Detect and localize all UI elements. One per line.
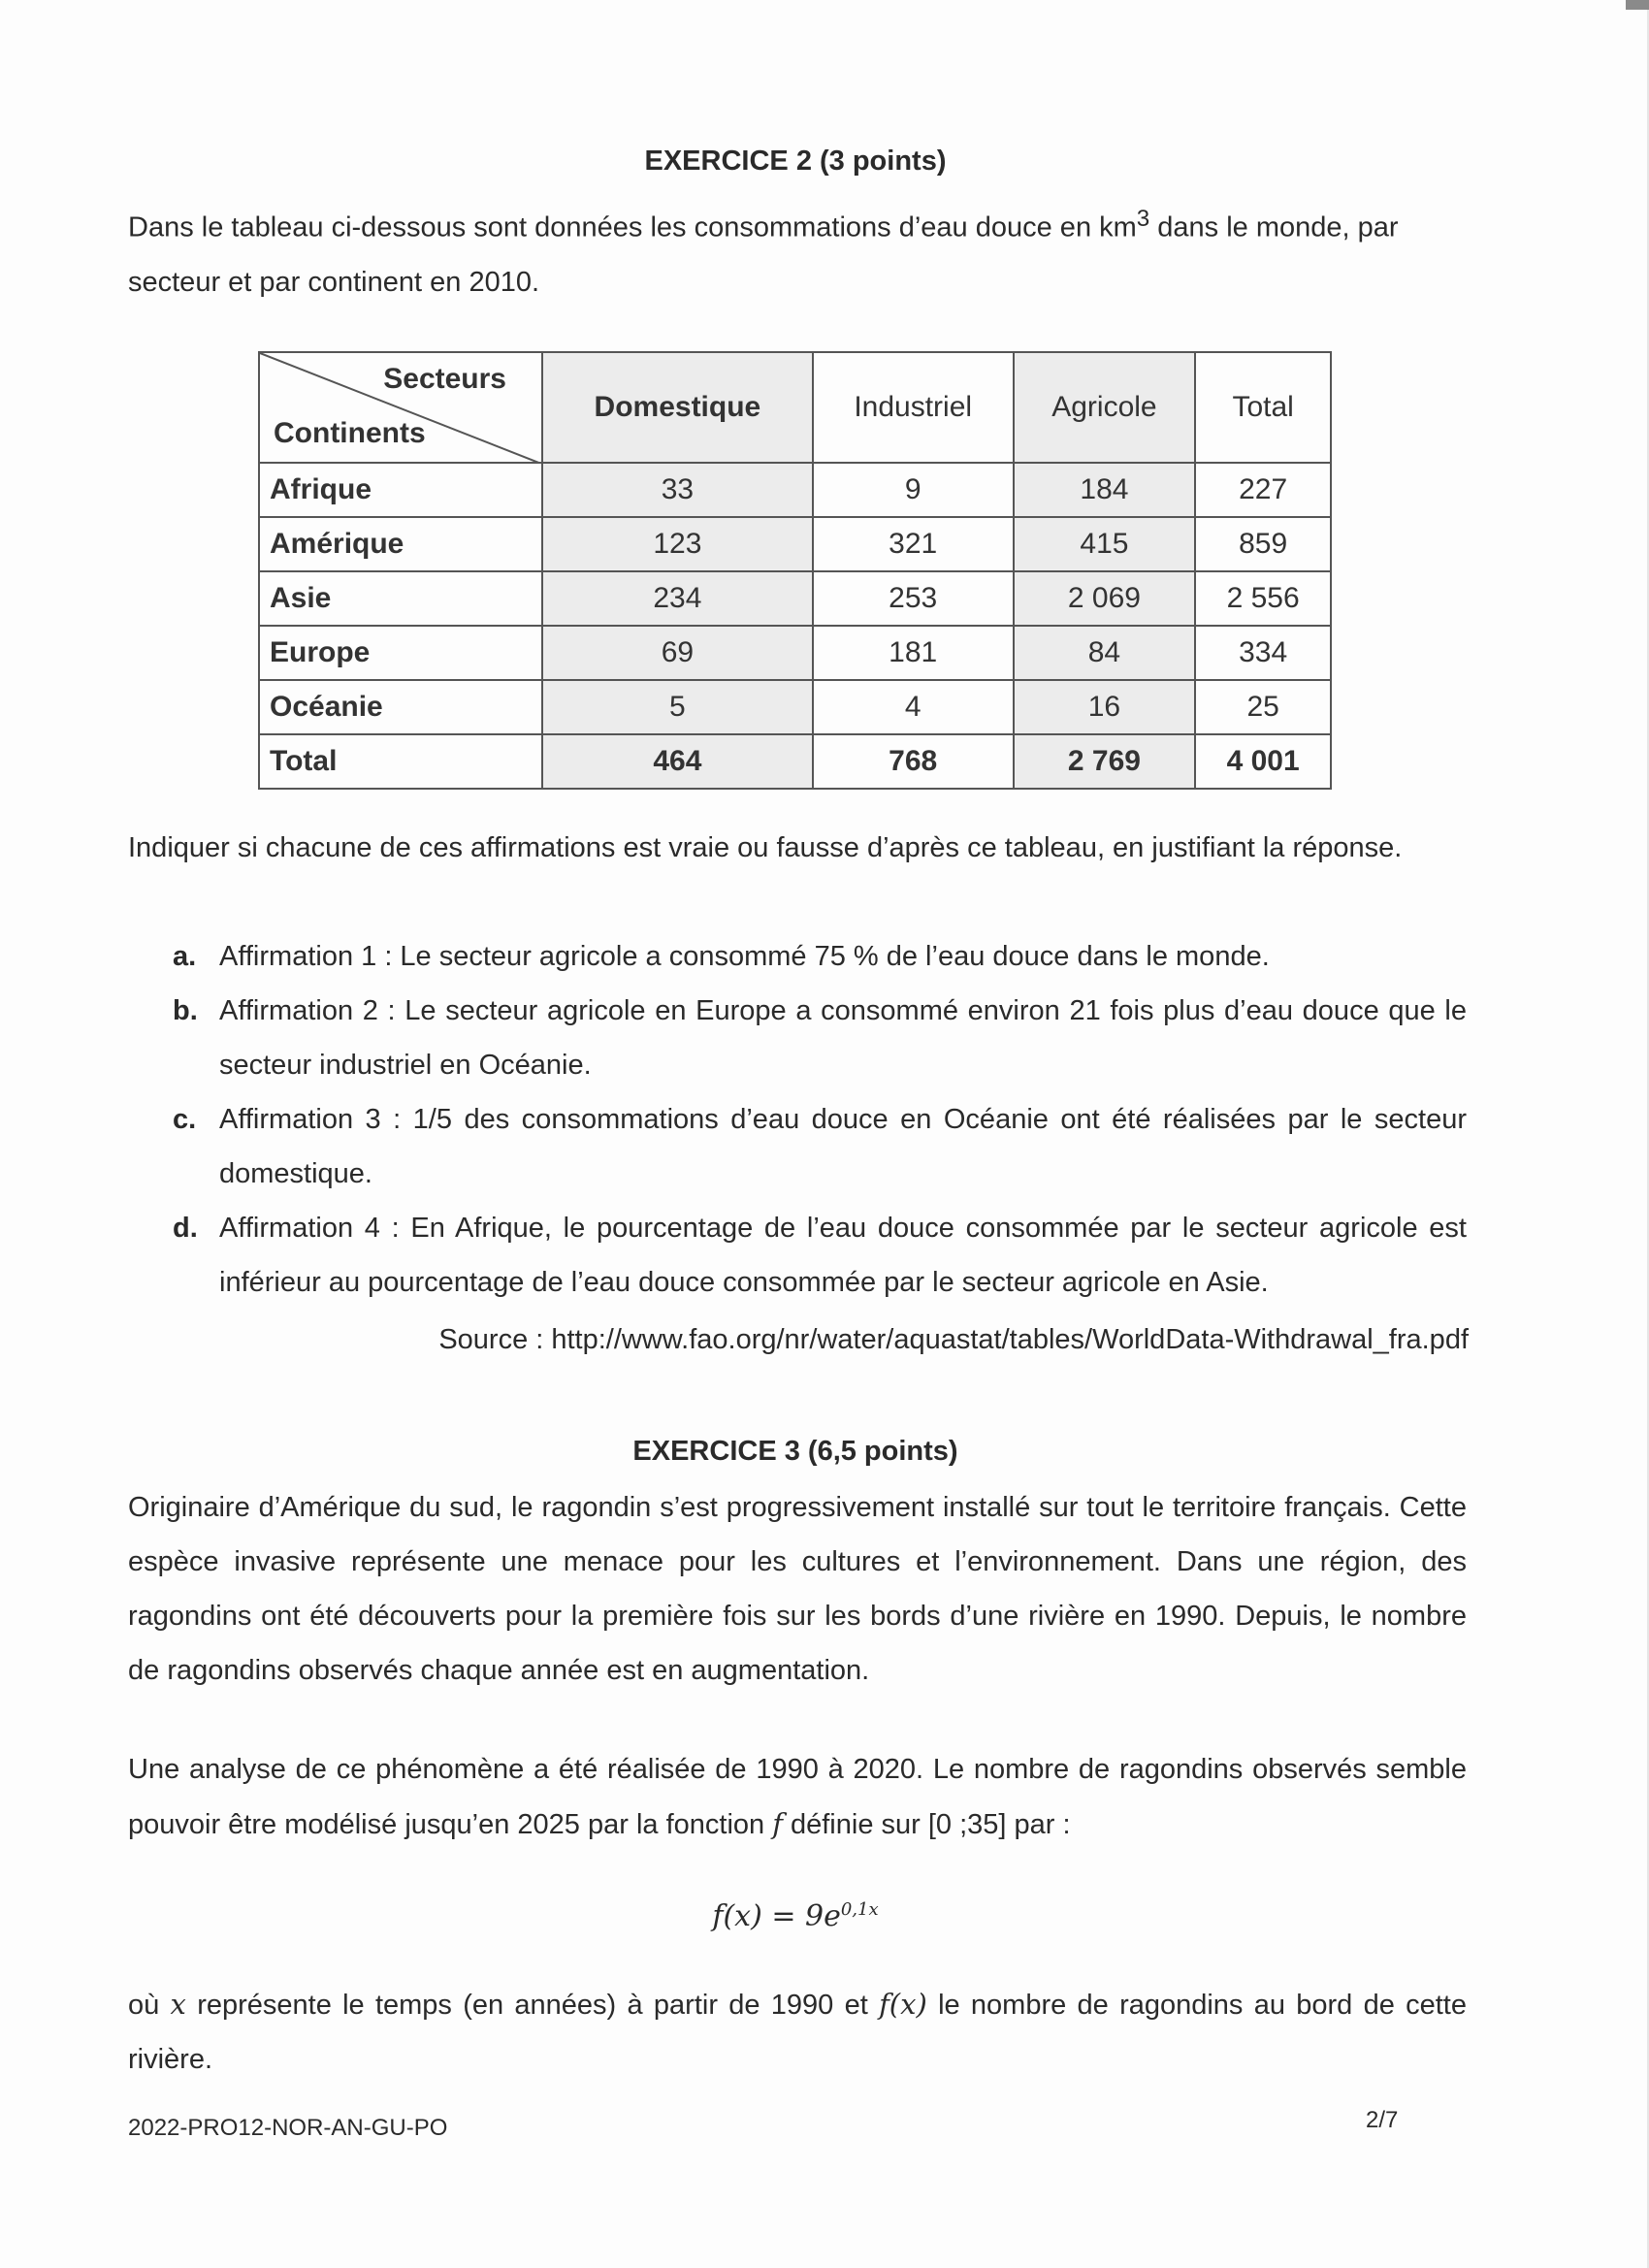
- formula: [0, 1899, 1591, 1933]
- intro-text-end: dans le monde, par secteur et par continent en 2010.: [128, 211, 1399, 298]
- table-row: [259, 463, 1331, 517]
- footer-exam-code: 2022-PRO12-NOR-AN-GU-PO: [128, 2115, 448, 2141]
- table-row: [259, 571, 1331, 626]
- statement-letter: d.: [173, 1213, 198, 1244]
- table-total-row: [259, 734, 1331, 789]
- exercise2-title: EXERCICE 2 (3 points): [644, 146, 947, 177]
- table-cell: 84: [1014, 626, 1196, 680]
- exercise3-title: EXERCICE 3 (6,5 points): [632, 1436, 958, 1467]
- table-cell: 2 769: [1014, 734, 1196, 789]
- scan-edge-artifact: [1626, 0, 1649, 10]
- table-cell: 9: [813, 463, 1014, 517]
- corner-label-continents: Continents: [274, 417, 426, 449]
- statement-item: [173, 929, 1467, 984]
- table-row: [259, 626, 1331, 680]
- exercise2-intro: [128, 192, 1467, 309]
- paragraph-text: définie sur [0 ;35] par :: [782, 1809, 1071, 1840]
- variable-x: x: [170, 1988, 186, 2021]
- corner-cell: [259, 352, 542, 463]
- formula-exponent: 0,1x: [840, 1899, 879, 1920]
- corner-label-sectors: Secteurs: [383, 363, 506, 395]
- row-label: Asie: [259, 571, 542, 626]
- table-cell: 33: [542, 463, 813, 517]
- table-cell: 321: [813, 517, 1014, 571]
- exercise3-paragraph2: [128, 1742, 1467, 1852]
- statement-text: Affirmation 4 : En Afrique, le pourcentage de l’eau douce consommée par le secteur agricole est inférieur au pourcentage de l’eau douce consommée par le secteur agricole en Asie.: [219, 1213, 1467, 1298]
- table-cell: 5: [542, 680, 813, 734]
- exercise3-paragraph3: [128, 1977, 1467, 2087]
- intro-superscript: 3: [1136, 206, 1150, 232]
- statement-letter: b.: [173, 995, 198, 1026]
- statement-letter: c.: [173, 1104, 197, 1135]
- table-cell: 464: [542, 734, 813, 789]
- statement-text: Affirmation 1 : Le secteur agricole a consommé 75 % de l’eau douce dans le monde.: [219, 941, 1270, 972]
- paragraph-text: représente le temps (en années) à partir de 1990 et: [185, 1990, 880, 2021]
- table-cell: 415: [1014, 517, 1196, 571]
- table-cell: 2 556: [1195, 571, 1331, 626]
- row-label: Europe: [259, 626, 542, 680]
- table-cell: 16: [1014, 680, 1196, 734]
- exercise2-instruction: Indiquer si chacune de ces affirmations est vraie ou fausse d’après ce tableau, en justifiant la réponse.: [128, 832, 1403, 863]
- water-consumption-table: [258, 351, 1332, 790]
- table-cell: 4: [813, 680, 1014, 734]
- table-cell: 859: [1195, 517, 1331, 571]
- table-cell: 227: [1195, 463, 1331, 517]
- statement-item: [173, 984, 1467, 1092]
- table-cell: 123: [542, 517, 813, 571]
- table-cell: 69: [542, 626, 813, 680]
- table-header-row: [259, 352, 1331, 463]
- paragraph-text: le nombre de ragondins au bord de cette rivière.: [128, 1990, 1467, 2075]
- table-row: [259, 517, 1331, 571]
- statement-letter: a.: [173, 941, 197, 972]
- source-citation: Source : http://www.fao.org/nr/water/aquastat/tables/WorldData-Withdrawal_fra.pdf: [438, 1324, 1469, 1355]
- column-header: Agricole: [1014, 352, 1196, 463]
- table-cell: 4 001: [1195, 734, 1331, 789]
- table-row: [259, 680, 1331, 734]
- row-label: Total: [259, 734, 542, 789]
- table-cell: 184: [1014, 463, 1196, 517]
- column-header: Industriel: [813, 352, 1014, 463]
- function-fx: f(x): [879, 1988, 927, 2021]
- table-cell: 768: [813, 734, 1014, 789]
- column-header: Domestique: [542, 352, 813, 463]
- statements-list: [173, 929, 1467, 1310]
- statement-text: Affirmation 3 : 1/5 des consommations d’eau douce en Océanie ont été réalisées par le secteur domestique.: [219, 1104, 1467, 1189]
- table-cell: 334: [1195, 626, 1331, 680]
- table-cell: 181: [813, 626, 1014, 680]
- table-cell: 253: [813, 571, 1014, 626]
- formula-base: f(x) = 9e: [712, 1899, 841, 1933]
- statement-text: Affirmation 2 : Le secteur agricole en Europe a consommé environ 21 fois plus d’eau douce que le secteur industriel en Océanie.: [219, 995, 1467, 1081]
- intro-text: Dans le tableau ci-dessous sont données les consommations d’eau douce en km: [128, 211, 1137, 243]
- paragraph-text: Une analyse de ce phénomène a été réalisée de 1990 à 2020. Le nombre de ragondins observés semble pouvoir être modélisé jusqu’en 2025 par la fonction: [128, 1754, 1467, 1840]
- row-label: Afrique: [259, 463, 542, 517]
- exercise3-paragraph1: Originaire d’Amérique du sud, le ragondin s’est progressivement installé sur tout le territoire français. Cette espèce invasive représente une menace pour les cultures et l’environnement. Dans une région, des ragondins ont été découverts pour la première fois sur les bords d’une rivière en 1990. Depuis, le nombre de ragondins observés chaque année est en augmentation.: [128, 1492, 1467, 1686]
- statement-item: [173, 1201, 1467, 1310]
- table-cell: 25: [1195, 680, 1331, 734]
- paragraph-text: où: [128, 1990, 171, 2021]
- column-header: Total: [1195, 352, 1331, 463]
- footer-page-number: 2/7: [1366, 2107, 1399, 2133]
- table-cell: 234: [542, 571, 813, 626]
- function-symbol: f: [772, 1807, 783, 1840]
- table-cell: 2 069: [1014, 571, 1196, 626]
- row-label: Océanie: [259, 680, 542, 734]
- statement-item: [173, 1092, 1467, 1201]
- row-label: Amérique: [259, 517, 542, 571]
